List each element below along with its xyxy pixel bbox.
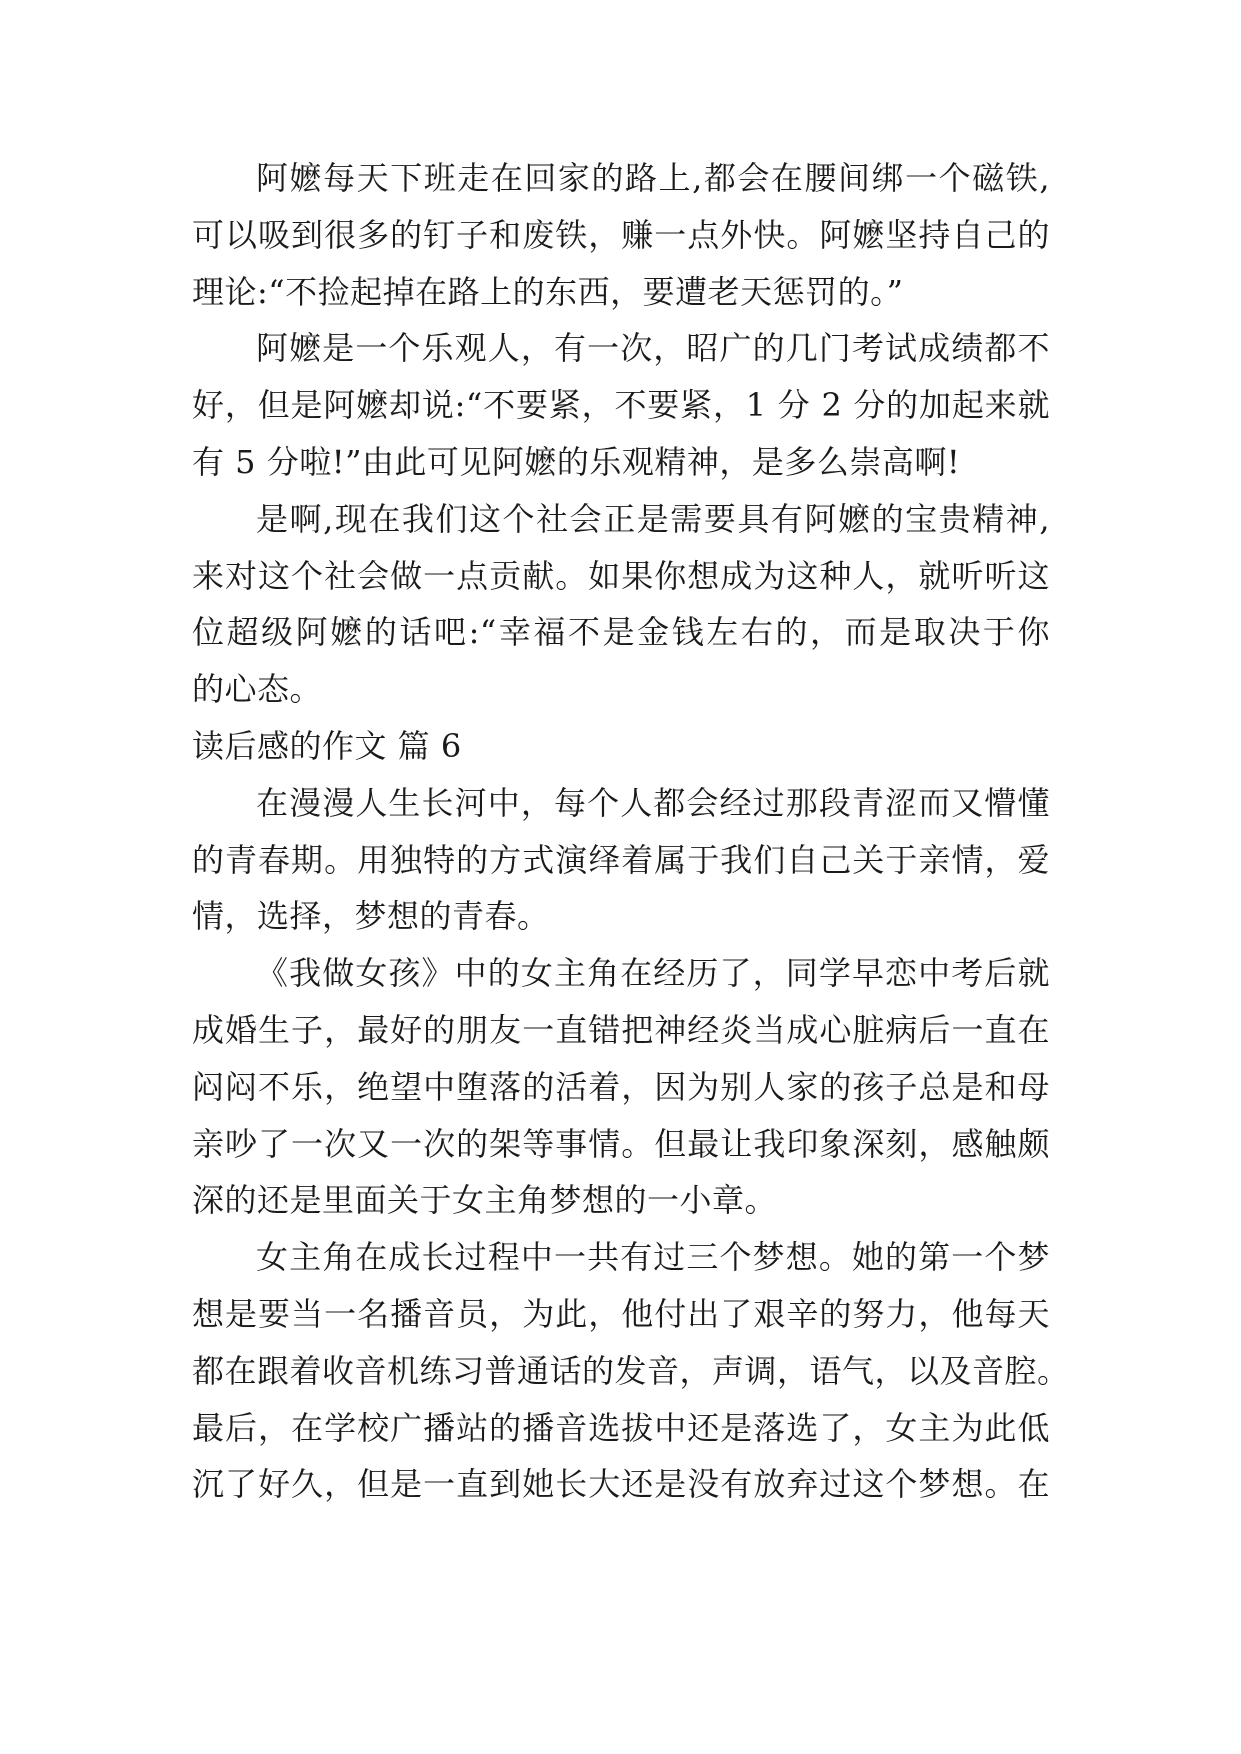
text-line: 闷闷不乐，绝望中堕落的活着，因为别人家的孩子总是和母 [192,1067,1050,1106]
text-line: 都在跟着收音机练习普通话的发音，声调，语气，以及音腔。 [192,1351,1070,1390]
text-line: 最后，在学校广播站的播音选拔中还是落选了，女主为此低 [192,1408,1050,1447]
text-line: 有 5 分啦!”由此可见阿嬷的乐观精神，是多么崇高啊! [192,442,961,481]
text-line: 来对这个社会做一点贡献。如果你想成为这种人，就听听这 [192,556,1050,595]
document-page [192,150,1070,1513]
paragraph [192,1229,1070,1513]
paragraph [192,150,1050,320]
paragraph [192,491,1050,718]
text-line: 阿嬷每天下班走在回家的路上,都会在腰间绑一个磁铁, [256,159,1050,197]
text-line: 想是要当一名播音员，为此，他付出了艰辛的努力，他每天 [192,1294,1050,1333]
text-line: 是啊,现在我们这个社会正是需要具有阿嬷的宝贵精神, [256,499,1050,538]
text-line: 可以吸到很多的钉子和废铁，赚一点外快。阿嬷坚持自己的 [192,215,1050,254]
paragraph [192,775,1050,945]
paragraph [192,320,1050,490]
paragraph [192,945,1050,1229]
text-line: 位超级阿嬷的话吧:“幸福不是金钱左右的，而是取决于你 [192,613,1050,652]
text-line: 在漫漫人生长河中，每个人都会经过那段青涩而又懵懂 [256,783,1050,822]
section-heading: 读后感的作文 篇 6 [192,726,462,765]
text-line: 好，但是阿嬷却说:“不要紧，不要紧，1 分 2 分的加起来就 [192,386,1050,425]
text-line: 《我做女孩》中的女主角在经历了，同学早恋中考后就 [256,954,1050,993]
text-line: 的青春期。用独特的方式演绎着属于我们自己关于亲情，爱 [192,840,1050,879]
text-line: 亲吵了一次又一次的架等事情。但最让我印象深刻，感触颇 [192,1124,1050,1163]
text-line: 的心态。 [192,670,323,709]
text-line: 沉了好久，但是一直到她长大还是没有放弃过这个梦想。在 [192,1465,1050,1504]
text-line: 阿嬷是一个乐观人，有一次，昭广的几门考试成绩都不 [256,329,1050,368]
text-line: 深的还是里面关于女主角梦想的一小章。 [192,1181,778,1220]
text-line: 成婚生子，最好的朋友一直错把神经炎当成心脏病后一直在 [192,1010,1050,1049]
text-line: 情，选择，梦想的青春。 [192,897,550,936]
text-line: 理论:“不捡起掉在路上的东西，要遭老天惩罚的。” [192,272,904,311]
text-line: 女主角在成长过程中一共有过三个梦想。她的第一个梦 [256,1238,1050,1277]
